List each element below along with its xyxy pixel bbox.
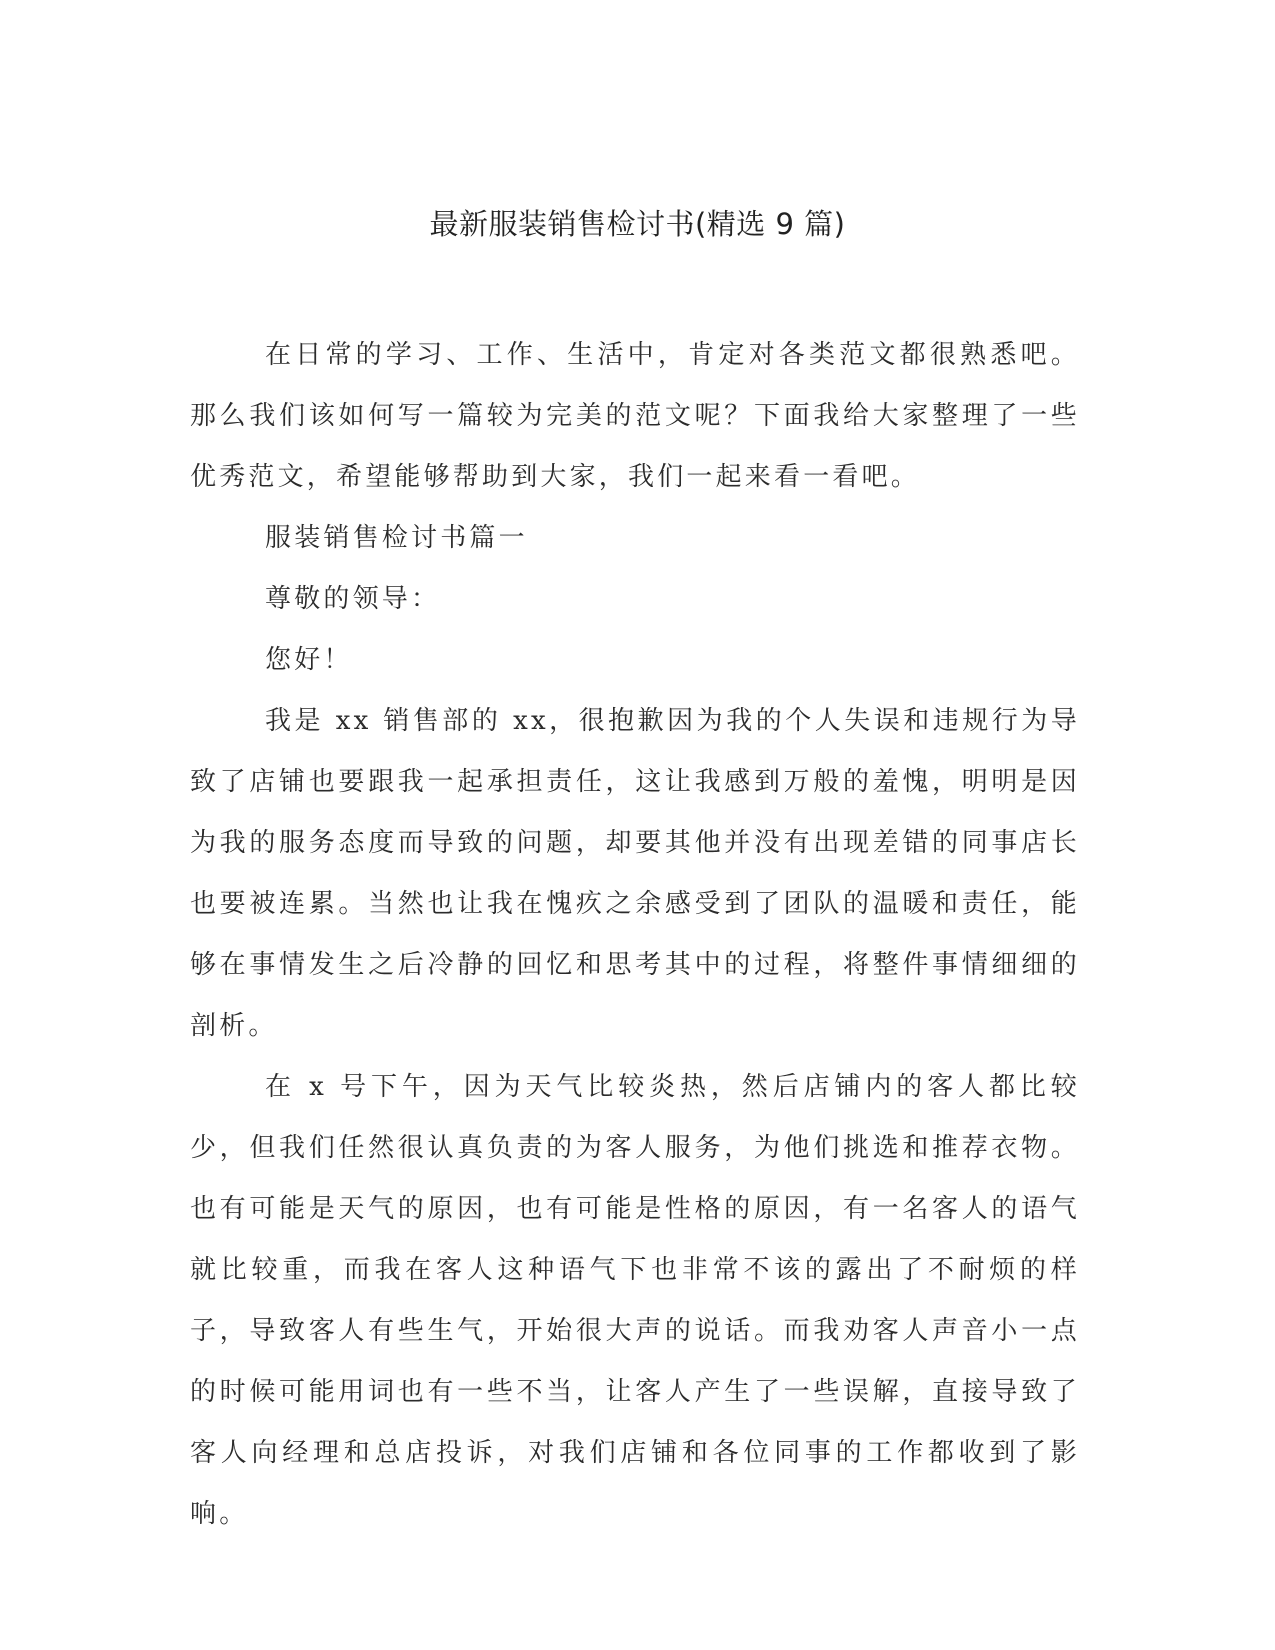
- document-title: 最新服装销售检讨书(精选 9 篇): [429, 207, 846, 241]
- greeting: 您好！: [265, 645, 353, 675]
- section-heading: 服装销售检讨书篇一: [265, 523, 528, 553]
- intro-paragraph: 在日常的学习、工作、生活中，肯定对各类范文都很熟悉吧。那么我们该如何写一篇较为完美的范文呢？下面我给大家整理了一些优秀范文，希望能够帮助到大家，我们一起来看一看吧。: [190, 340, 1080, 492]
- body-paragraph: 在 x 号下午，因为天气比较炎热，然后店铺内的客人都比较少，但我们任然很认真负责的为客人服务，为他们挑选和推荐衣物。也有可能是天气的原因，也有可能是性格的原因，有一名客人的语气就比较重，而我在客人这种语气下也非常不该的露出了不耐烦的样子，导致客人有些生气，开始很大声的说话。而我劝客人声音小一点的时候可能用词也有一些不当，让客人产生了一些误解，直接导致了客人向经理和总店投诉，对我们店铺和各位同事的工作都收到了影响。: [190, 1072, 1080, 1529]
- body-paragraph: 我是 xx 销售部的 xx，很抱歉因为我的个人失误和违规行为导致了店铺也要跟我一起承担责任，这让我感到万般的羞愧，明明是因为我的服务态度而导致的问题，却要其他并没有出现差错的同事店长也要被连累。当然也让我在愧疚之余感受到了团队的温暖和责任，能够在事情发生之后冷静的回忆和思考其中的过程，将整件事情细细的剖析。: [190, 706, 1080, 1041]
- document-body: [190, 325, 1080, 1545]
- salutation: 尊敬的领导：: [265, 584, 441, 614]
